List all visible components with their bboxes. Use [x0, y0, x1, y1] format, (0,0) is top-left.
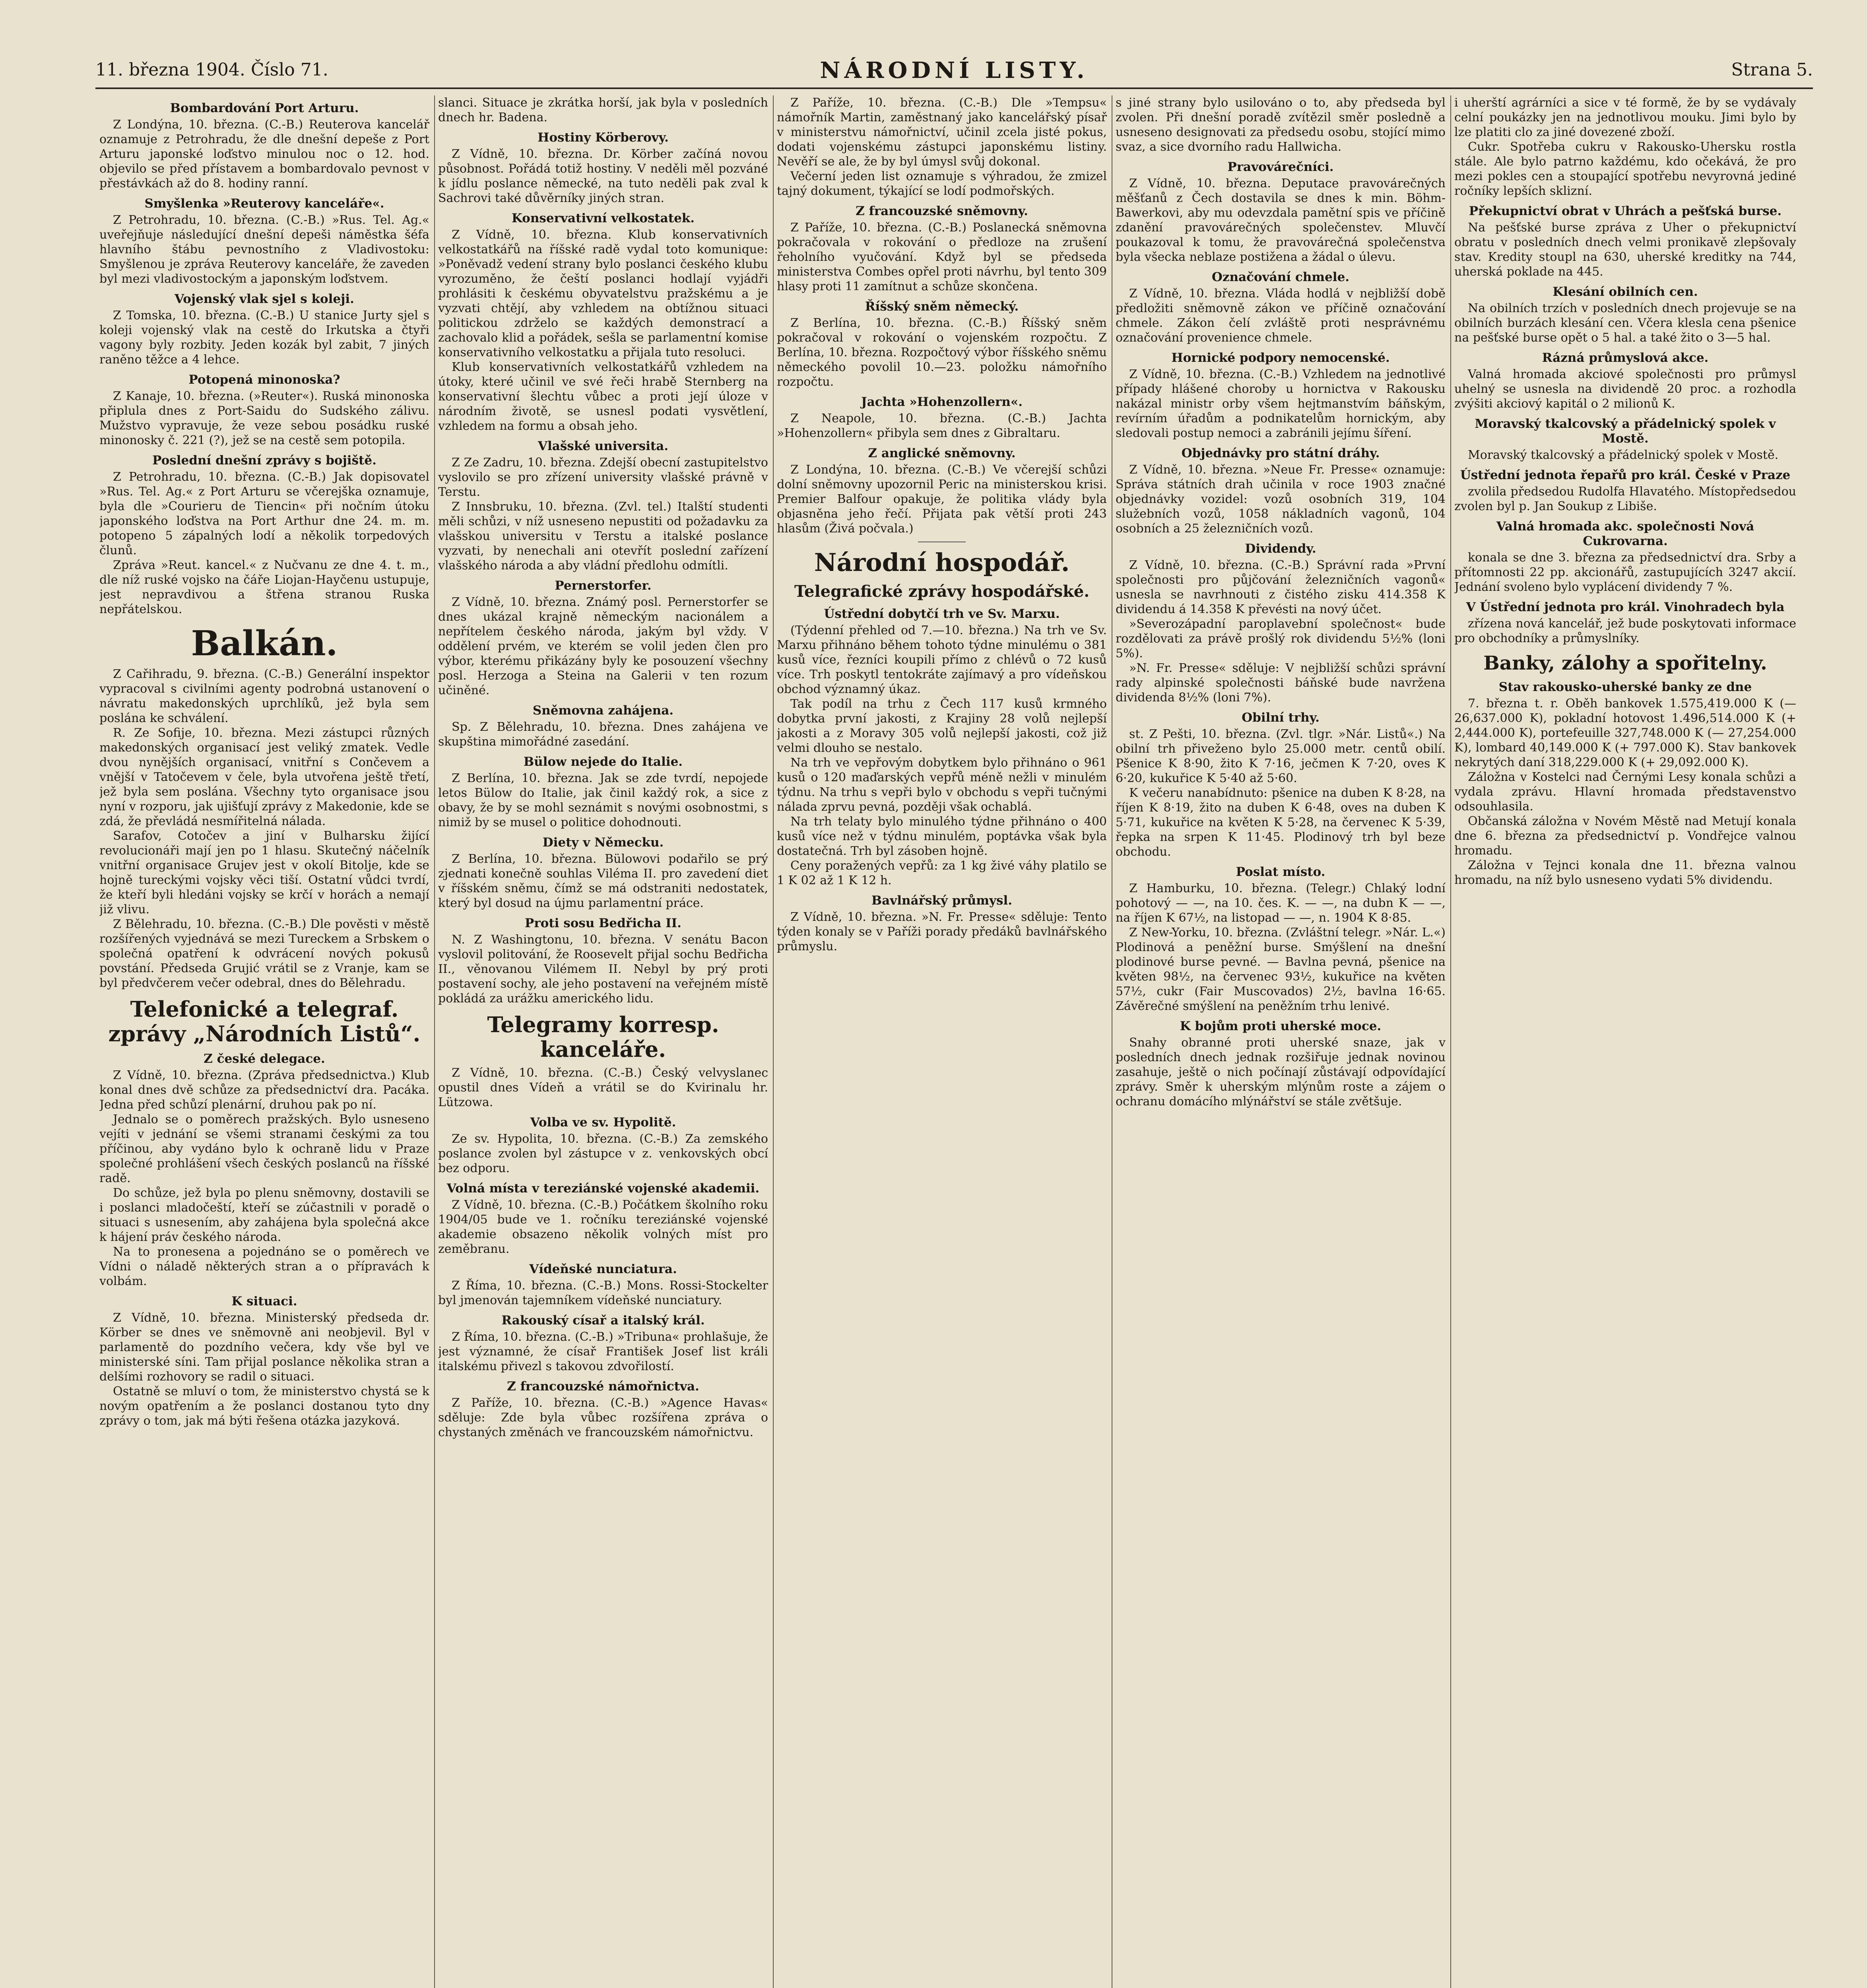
article-text: Cukr. Spotřeba cukru v Rakousko-Uhersku rostla stále. Ale bylo patrno každému, kdo očekává, že pro mezi pokles cen a stoupající spotřebu nevyrovná jediné ročníky lepších sklizní.: [1454, 140, 1796, 198]
article-text: zvolila předsedou Rudolfa Hlavatého. Místopředsedou zvolen byl p. Jan Soukup z Libiše.: [1454, 485, 1796, 513]
article-text: Občanská záložna v Novém Městě nad Metují konala dne 6. března za předsednictví p. Vondřejce valnou hromadu.: [1454, 814, 1796, 858]
article-text: zřízena nová kancelář, jež bude poskytovati informace pro obchodníky a průmyslníky.: [1454, 617, 1796, 645]
article-heading: Konservativní velkostatek.: [511, 211, 695, 225]
article-text: 7. března t. r. Oběh bankovek 1.575,419.000 K (— 26,637.000 K), pokladní hotovost 1.496,514.000 K (+ 2,444.000 K), portefeuille 327,748.000 K (— 27,254.000 K), lombard 40,149.000 K (+ 797.000 K). Stav bankovek nekrytých daní 318,229.000 K (+ 29,092.000 K).: [1454, 697, 1796, 769]
article-text: Na pešťské burse zpráva z Uher o překupnictví obratu v posledních dnech velmi pronikavě zlepšovaly stav. Kredity stoupl na 630, uherské kreditky na 744, uherská poklade na 445.: [1454, 221, 1796, 279]
article-text: (Týdenní přehled od 7.—10. března.) Na trh ve Sv. Marxu přihnáno během tohoto týdne minulému o 381 kusů více, řezníci koupili přímo z chlévů o 72 kusů více. Trh poskytl tentokráte zajímavý a pro vídeňskou obchod významný úkaz.: [777, 623, 1107, 696]
article-heading: Smyšlenka »Reuterovy kanceláře«.: [144, 196, 384, 211]
article-text: Z Vídně, 10. března. Klub konservativních velkostatkářů na říšské radě vydal toto komunique: »Poněvadž vedení strany bylo poslanci českého klubu vyrozuměno, že čeští poslanci hodlají vyjádři prohlásiti k českému obyvatelstvu pražskému a je vyzvati chtějí, aby vzhledem na obtížnou situaci politickou zdrželo se každých demonstrací a zachovalo klid a pořádek, sešla se parlamentní komise konservativního velkostatku a přijala tuto resoluci.: [438, 228, 768, 359]
article-heading: Hornické podpory nemocenské.: [1171, 351, 1390, 365]
article-text: Z Říma, 10. března. (C.-B.) Mons. Rossi-Stockelter byl jmenován tajemníkem vídeňské nunciatury.: [438, 1279, 768, 1307]
article-text: Večerní jeden list oznamuje s výhradou, že zmizel tajný dokument, týkající se lodí podmořských.: [777, 169, 1107, 198]
article-heading: K bojům proti uherské moce.: [1180, 1019, 1382, 1033]
article-text: Ze sv. Hypolita, 10. března. (C.-B.) Za zemského poslance zvolen byl zástupce v z. venkovských obcí bez odporu.: [438, 1132, 768, 1175]
article-text: Z Cařihradu, 9. března. (C.-B.) Generální inspektor vypracoval s civilními agenty podrobná ustanovení o návratu makedonských uprchlíků, jež byla sem poslána ke schválení.: [99, 667, 429, 725]
article-heading: Ústřední jednota řepařů pro král. České v Praze: [1460, 468, 1791, 482]
article-text: Ceny poražených vepřů: za 1 kg živé váhy platilo se 1 K 02 až 1 K 12 h.: [777, 859, 1107, 887]
article-text: Z Petrohradu, 10. března. (C.-B.) »Rus. Tel. Ag.« uveřejňuje následující dnešní depeši náměstka šéfa hlavního štábu pevnostního z Vladivostoku: Smyšlenou je zpráva Reuterovy kanceláře, že zaveden byl mezi vladivostockým a japonským loďstvem.: [99, 213, 429, 286]
article-text: Z Vídně, 10. března. »N. Fr. Presse« sděluje: Tento týden konaly se v Paříži porady předáků bavlnářského průmyslu.: [777, 910, 1107, 953]
article-text: Z Vídně, 10. března. Dr. Körber začíná novou působnost. Pořádá totiž hostiny. V neděli měl pozváné k jídlu poslance německé, na tuto neděli pak zval k Sachrovi také důvěrníky jiných stran.: [438, 147, 768, 205]
article-text: Na obilních trzích v posledních dnech projevuje se na obilních burzách klesání cen. Včera klesla cena pšenice na pešťské burse opět o 5 hal. a také žito o 3—5 hal.: [1454, 301, 1796, 345]
article-text: K večeru nanabídnuto: pšenice na duben K 8·28, na říjen K 8·19, žito na duben K 6·48, oves na duben K 5·71, kukuřice na květen K 5·28, na červenec K 5·39, řepka na srpen K 11·45. Plodinový trh byl beze obchodu.: [1116, 786, 1446, 859]
article-heading: Pernerstorfer.: [555, 579, 652, 593]
article-text: Na to pronesena a pojednáno se o poměrech ve Vídni o náladě některých stran a o přípravách k volbám.: [99, 1245, 429, 1288]
article-heading: Bavlnářský průmysl.: [871, 893, 1013, 908]
article-text: Z Vídně, 10. března. (Zpráva předsednictva.) Klub konal dnes dvě schůze za předsednictví dra. Pacáka. Jedna před schůzí plenární, druhou pak po ní.: [99, 1068, 429, 1112]
article-heading: Z francouzské sněmovny.: [856, 204, 1028, 218]
article-heading: Potopená minonoska?: [188, 373, 340, 387]
article-heading: Bombardování Port Arturu.: [170, 101, 359, 115]
article-heading: Diety v Německu.: [542, 835, 664, 850]
article-heading: Klesání obilních cen.: [1553, 285, 1698, 299]
article-text: st. Z Pešti, 10. března. (Zvl. tlgr. »Nár. Listů«.) Na obilní trh přiveženo bylo 25.000 metr. centů obilí. Pšenice K 8·90, žito K 7·16, ječmen K 7·20, oves K 6·20, kukuřice K 5·40 až 5·60.: [1116, 727, 1446, 785]
section-heading-telephone: Telefonické a telegraf. zprávy „Národních Listů“.: [108, 996, 421, 1046]
article-text: Zpráva »Reut. kancel.« z Nučvanu ze dne 4. t. m., dle níž ruské vojsko na čáře Liojan-Hayčenu ustupuje, jest nepravdivou a štřena stranou Ruska nepřátelskou.: [99, 558, 429, 616]
article-text: Na trh telaty bylo minulého týdne přihnáno o 400 kusů více než v týdnu minulém, poptávka však byla dostatečná. Trh byl zásoben hojně.: [777, 815, 1107, 858]
article-text: Z Neapole, 10. března. (C.-B.) Jachta »Hohenzollern« přibyla sem dnes z Gibraltaru.: [777, 412, 1107, 440]
article-text: Z Berlína, 10. března. Jak se zde tvrdí, nepojede letos Bülow do Italie, jak činil každý rok, a sice z obavy, že by se mohl seznámit s novými osobnostmi, s nimiž by se musel o politice dohodnouti.: [438, 771, 768, 829]
section-heading-balkan: Balkán.: [191, 623, 338, 664]
article-text: Valná hromada akciové společnosti pro průmysl uhelný se usnesla na dividendě 20 proc. a rozhodla zvýšiti akciový kapitál o 2 milionů K.: [1454, 367, 1796, 411]
article-text: Sp. Z Bělehradu, 10. března. Dnes zahájena ve skupština mimořádné zasedání.: [438, 720, 768, 749]
article-heading: Pravovárečníci.: [1227, 160, 1334, 174]
article-heading: V Ústřední jednota pro král. Vinohradech byla: [1466, 600, 1785, 614]
article-heading: Volná místa v tereziánské vojenské akademii.: [446, 1181, 760, 1196]
article-text: Z Petrohradu, 10. března. (C.-B.) Jak dopisovatel »Rus. Tel. Ag.« z Port Arturu se včerejška oznamuje, byla dle »Courieru de Tiencin« při nočním útoku japonského loďstva na Port Arthur dne 24. m. m. potopeno 5 zápalných lodí a několik torpedových člunů.: [99, 470, 429, 557]
column-5: [1454, 95, 1796, 1988]
article-text: N. Z Washingtonu, 10. března. V senátu Bacon vyslovil politování, že Roosevelt přijal sochu Bedřicha II., věnovanou Vilémem II. Nebyl by prý proti postavení sochy, ale jeho postavení na veřejném místě pokládá za urážku amerického lidu.: [438, 933, 768, 1006]
article-text: Z Kanaje, 10. března. (»Reuter«). Ruská minonoska připlula dnes z Port-Saidu do Sudského zálivu. Mužstvo vypravuje, že veze sebou posádku ruské minonosky č. 221 (?), jež se na cestě sem potopila.: [99, 389, 429, 447]
article-text: Z Vídně, 10. března. Vláda hodlá v nejbližší době předložiti sněmovně zákon ve příčině označování chmele. Zákon čelí zvláště proti nesprávnému označování provenience chmele.: [1116, 287, 1446, 345]
article-text: »N. Fr. Presse« sděluje: V nejbližší schůzi správní rady alpinské společnosti báňské bude navržena dividenda 8½% (loni 7%).: [1116, 661, 1446, 705]
article-heading: Vlašské universita.: [538, 439, 669, 453]
page-number: Strana 5.: [1731, 60, 1813, 80]
article-text: Z Paříže, 10. března. (C.-B.) Poslanecká sněmovna pokračovala v rokování o předloze na zrušení řeholního vyučování. Když byl se předseda ministerstva Combes opřel proti návrhu, byl tento 309 hlasy proti 11 zamítnut a schůze skončena.: [777, 221, 1107, 293]
article-text: Z Bělehradu, 10. března. (C.-B.) Dle pověsti v městě rozšířených vyjednává se mezi Tureckem a Srbskem o společná opatření k odvrácení nových pokusů povstání. Předseda Grujić vrátil se z Vranje, kam se byl předvčerem večer odebral, dnes do Bělehradu.: [99, 917, 429, 990]
article-heading: Sněmovna zahájena.: [532, 703, 674, 718]
article-heading: Z francouzské námořnictva.: [507, 1379, 699, 1394]
section-heading-economy: Národní hospodář.: [814, 548, 1070, 577]
article-heading: Rakouský císař a italský král.: [501, 1313, 705, 1328]
newspaper-title: NÁRODNÍ LISTY.: [820, 57, 1089, 83]
article-heading: Moravský tkalcovský a přádelnický spolek v Mostě.: [1475, 417, 1776, 446]
article-text: Z Ze Zadru, 10. března. Zdejší obecní zastupitelstvo vyslovilo se pro zřízení university vlašské právně v Terstu.: [438, 456, 768, 499]
article-text: Z Berlína, 10. března. Bülowovi podařilo se prý zjednati konečně souhlas Viléma II. pro zavedení diet v říšském sněmu, čímž se má odstraniti nedostatek, který byl dosud na újmu parlamentní práce.: [438, 852, 768, 910]
column-1: [99, 95, 429, 1988]
article-heading: Vídeňské nunciatura.: [529, 1262, 677, 1276]
article-text: »Severozápadní paroplavební společnost« bude rozdělovati za právě prošlý rok dividendu 5½% (loni 5%).: [1116, 617, 1446, 660]
article-text: Z Říma, 10. března. (C.-B.) »Tribuna« prohlašuje, že jest významné, že císař František Josef list králi italskému přivezl s takovou zdvořilostí.: [438, 1330, 768, 1373]
article-heading: Stav rakousko-uherské banky ze dne: [1498, 680, 1752, 694]
article-text: Z Vídně, 10. března. Ministerský předseda dr. Körber se dnes ve sněmovně ani neobjevil. Byl v parlamentě do pozdního večera, kdy vše byl ve ministerské síni. Tam přijal poslance několika stran a delšími rozhovory se radil o situaci.: [99, 1311, 429, 1384]
header-rule: [95, 87, 1813, 89]
article-text: Snahy obranné proti uherské snaze, jak v posledních dnech jednak rozšiřuje jednak novinou zasahuje, ještě o nich počínají zůstávají odpovídající zprávy. Směr k uherským mlýnům roste a zájem o ochranu domácího mlýnářství se stále zvětšuje.: [1116, 1036, 1446, 1109]
section-subheading: Telegrafické zprávy hospodářské.: [794, 582, 1090, 601]
column-4: [1116, 95, 1446, 1988]
column-3: [777, 95, 1107, 1988]
article-text: Z Paříže, 10. března. (C.-B.) Dle »Tempsu« námořník Martin, zaměstnaný jako kancelářský písař v ministerstvu námořnictví, učinil zcela jisté pokus, dodati vojenskému zástupci japonskému listiny. Nevěří se ale, že by byl úmysl svůj dokonal.: [777, 96, 1107, 169]
column-2: [438, 95, 768, 1988]
article-heading: Obilní trhy.: [1242, 711, 1320, 725]
article-heading: Proti sosu Bedřicha II.: [525, 916, 681, 930]
article-heading: Označování chmele.: [1211, 270, 1350, 284]
article-heading: Jachta »Hohenzollern«.: [861, 395, 1023, 409]
article-heading: Rázná průmyslová akce.: [1542, 351, 1709, 365]
article-text: Z Vídně, 10. března. (C.-B.) Vzhledem na jednotlivé případy hlášené choroby u hornictva v Rakousku nakázal ministr orby všem hejtmanstvím báňským, revírním úřadům a podnikatelům hornickým, aby sledovali postup nemoci a zabránili jejímu šíření.: [1116, 367, 1446, 440]
article-text: Z Vídně, 10. března. »Neue Fr. Presse« oznamuje: Správa státních drah učinila v roce 1903 značné objednávky vozidel: vozů osobních 319, 104 služebních vozů, 1058 nákladních vagonů, 104 osobních a 25 železničních vozů.: [1116, 463, 1446, 536]
article-text: Z Londýna, 10. března. (C.-B.) Ve včerejší schůzi dolní sněmovny upozornil Peric na ministerskou krisi. Premier Balfour opakuje, že politika vlády byla objasněna jeho řečí. Přijata pak větší proti 243 hlasům (Živá počvala.): [777, 463, 1107, 536]
article-heading: Hostiny Körberovy.: [538, 130, 669, 145]
article-text: Z Vídně, 10. března. (C.-B.) Český velvyslanec opustil dnes Vídeň a vrátil se do Kvirinalu hr. Lützowa.: [438, 1066, 768, 1109]
column-divider: [773, 95, 774, 1988]
article-text: Z Vídně, 10. března. (C.-B.) Počátkem školního roku 1904/05 bude ve 1. ročníku tereziánské vojenské akademie obsazeno několik volných míst pro zeměbranu.: [438, 1198, 768, 1256]
article-text: Z Berlína, 10. března. (C.-B.) Říšský sněm pokračoval v rokování o vojenském rozpočtu. Z Berlína, 10. března. Rozpočtový výbor říšského sněmu německého povolil 10.—23. položku námořního rozpočtu.: [777, 316, 1107, 389]
article-text: Ostatně se mluví o tom, že ministerstvo chystá se k novým opatřením a že poslanci dostanou tyto dny zprávy o tom, jak má býti řešena otázka jazyková.: [99, 1384, 429, 1428]
article-heading: Z české delegace.: [204, 1052, 325, 1066]
article-heading: Ústřední dobytčí trh ve Sv. Marxu.: [824, 607, 1060, 621]
article-heading: Bülow nejede do Italie.: [523, 755, 683, 769]
article-heading: Objednávky pro státní dráhy.: [1181, 446, 1380, 460]
article-text: Z Tomska, 10. března. (C.-B.) U stanice Jurty sjel s koleji vojenský vlak na cestě do Irkutska a čtyři vagony byly rozbity. Jeden kozák byl zabit, 7 jiných raněno těžce a 4 lehce.: [99, 309, 429, 367]
article-heading: Z anglické sněmovny.: [868, 446, 1016, 460]
article-text: Z Paříže, 10. března. (C.-B.) »Agence Havas« sděluje: Zde byla vůbec rozšířena zpráva o chystaných změnách ve francouzském námořnictvu.: [438, 1396, 768, 1439]
article-text: Do schůze, jež byla po plenu sněmovny, dostavili se i poslanci mladočeští, kteří se zúčastnili v poradě o situaci s usnesením, aby zahájena byla společná akce k hájení práv českého národa.: [99, 1186, 429, 1244]
article-heading: Překupnictví obrat v Uhrách a pešťská burse.: [1469, 204, 1782, 218]
article-text: Z Vídně, 10. března. Deputace pravovárečných měšťanů z Čech dostavila se dnes k min. Böhm-Bawerkovi, aby mu odevzdala pamětní spis ve příčině zdanění pravovárečných společenstev. Mluvčí poukazoval k tomu, že pravovárečná společenstva byla všecka neblaze postižena a žádal o úlevu.: [1116, 177, 1446, 264]
article-text: Z New-Yorku, 10. března. (Zvláštní telegr. »Nár. L.«) Plodinová a peněžní burse. Smýšlení na dnešní plodinové burse pevné. — Bavlna pevná, pšenice na květen 98½, na červenec 93½, kukuřice na květen 57½, cukr (Fair Muscovados) 2½, bavlna 16·65. Závěrečné smýšlení na peněžním trhu lenivé.: [1116, 926, 1446, 1013]
article-text: i uherští agrárníci a sice v té formě, že by se vydávaly celní poukázky jen na jednotlivou mouku. Jimi bylo by lze platiti clo za jiné dovezené zboží.: [1454, 96, 1796, 139]
article-text: Klub konservativních velkostatkářů vzhledem na útoky, které učinil ve své řeči hrabě Sternberg na konservativní šlechtu vůbec a proti její úloze v národním životě, se usnesl podati vysvětlení, vzhledem na formu a obsah jeho.: [438, 360, 768, 433]
article-heading: Valná hromada akc. společnosti Nová Cukrovarna.: [1496, 519, 1754, 548]
article-heading: Vojenský vlak sjel s koleji.: [175, 292, 354, 306]
article-heading: K situaci.: [231, 1294, 297, 1309]
article-heading: Poslat místo.: [1236, 865, 1326, 879]
article-text: Z Vídně, 10. března. (C.-B.) Správní rada »První společnosti pro půjčování železničních vagonů« usnesla se navrhnouti z čistého zisku 414.358 K dividendu á 14.358 K převésti na nový účet.: [1116, 558, 1446, 616]
date-issue: 11. března 1904. Číslo 71.: [95, 60, 328, 80]
article-text: Z Innsbruku, 10. března. (Zvl. tel.) Italští studenti měli schůzi, v níž usneseno nepustiti od požadavku za vlašskou universitu v Terstu a italské poslance vyzvati, by nenechali ani otevřít poslední zařízení vlašského národa a aby vládní předlohu odmítli.: [438, 500, 768, 573]
article-heading: Dividendy.: [1245, 542, 1316, 556]
article-text: Tak podíl na trhu z Čech 117 kusů krmného dobytka první jakosti, z Krajiny 28 volů nejlepší jakosti a z Moravy 305 volů nejlepší jakosti, což již velmi dlouho se nestalo.: [777, 697, 1107, 755]
article-heading: Poslední dnešní zprávy s bojiště.: [152, 453, 377, 468]
article-text: Z Hamburku, 10. března. (Telegr.) Chlaký lodní pohotový — —, na 10. čes. K. — —, na dubn K — —, na říjen K 67½, na listopad — —, n. 1904 K 8·85.: [1116, 881, 1446, 925]
section-heading-banks: Banky, zálohy a spořitelny.: [1483, 652, 1767, 674]
article-text: Z Vídně, 10. března. Známý posl. Pernerstorfer se dnes ukázal krajně německým nacionálem a nepřítelem českého národa, jakým byl vždy. V oddělení prvém, ve kterém se volil jeden člen pro výbor, kterému přikázány byly ke posouzení všechny posl. Herzoga a Steina na Galerii v ten rozum učiněné.: [438, 595, 768, 697]
article-heading: Volba ve sv. Hypolitě.: [530, 1115, 676, 1130]
masthead: [95, 57, 1813, 83]
article-text: Záložna v Tejnci konala dne 11. března valnou hromadu, na níž bylo usneseno vydati 5% dividendu.: [1454, 858, 1796, 887]
article-text: Z Londýna, 10. března. (C.-B.) Reuterova kancelář oznamuje z Petrohradu, že dle dnešní depeše z Port Arturu japonské loďstvo minulou noc o 12. hod. objevilo se před přístavem a bombardovalo pevnost v přestávkách až do 8. hodiny ranní.: [99, 118, 429, 190]
article-text: Jednalo se o poměrech pražských. Bylo usneseno vejíti v jednání se všemi stranami českými za tou příčinou, aby vydáno bylo k ochraně lidu v Praze společné prohlášení všech českých poslanců na říšské radě.: [99, 1112, 429, 1185]
article-text: Záložna v Kostelci nad Černými Lesy konala schůzi a vydala zprávu. Hlavní hromada představenstvo odsouhlasila.: [1454, 770, 1796, 813]
article-heading: Říšský sněm německý.: [865, 299, 1019, 314]
article-text: konala se dne 3. března za předsednictví dra. Srby a přítomnosti 22 pp. akcionářů, zastupujících 3247 akcií. Jednání svoleno bylo vyplácení dividendy 7 %.: [1454, 551, 1796, 594]
column-divider: [434, 95, 435, 1988]
column-divider: [1450, 95, 1451, 1988]
section-heading-telegrams: Telegramy korresp. kanceláře.: [487, 1012, 719, 1062]
article-text: Moravský tkalcovský a přádelnický spolek v Mostě.: [1468, 448, 1779, 462]
article-text: Sarafov, Cotočev a jiní v Bulharsku žijící revolucionáři mají jen po 1 hlasu. Skutečný náčelník vnitřní organisace Grujev jest v okolí Bitolje, kde se hojně tureckými vojsky věci tiší. Ostatní vůdci tvrdí, že kteří byli hledáni vojsky se krčí v horách a nemají již vlivu.: [99, 829, 429, 916]
article-text: Na trh ve vepřovým dobytkem bylo přihnáno o 961 kusů o 120 maďarských vepřů méně nežli v minulém týdnu. Na trhu s vepři bylo v obchodu s vepři tučnými nálada zprvu pevná, později však ochablá.: [777, 756, 1107, 814]
article-text: slanci. Situace je zkrátka horší, jak byla v posledních dnech hr. Badena.: [438, 96, 768, 124]
article-text: R. Ze Sofije, 10. března. Mezi zástupci různých makedonských organisací jest veliký zmatek. Vedle dvou nynějších organisací, vnitřní s Cončevem a vnější v Tatočevem v čele, byla utvořena ještě třetí, jež byla sem poslána. Všechny tyto organisace jsou nyní v rozporu, jak ujišťují zprávy z Makedonie, kde se zdá, že převládá nesmířitelná nálada.: [99, 726, 429, 828]
article-text: s jiné strany bylo usilováno o to, aby předseda byl zvolen. Při dnešní poradě zvítězil směr posledně a usneseno designovati za předsedu osobu, stojící mimo svaz, a sice dvorního radu Hallwicha.: [1116, 96, 1446, 154]
